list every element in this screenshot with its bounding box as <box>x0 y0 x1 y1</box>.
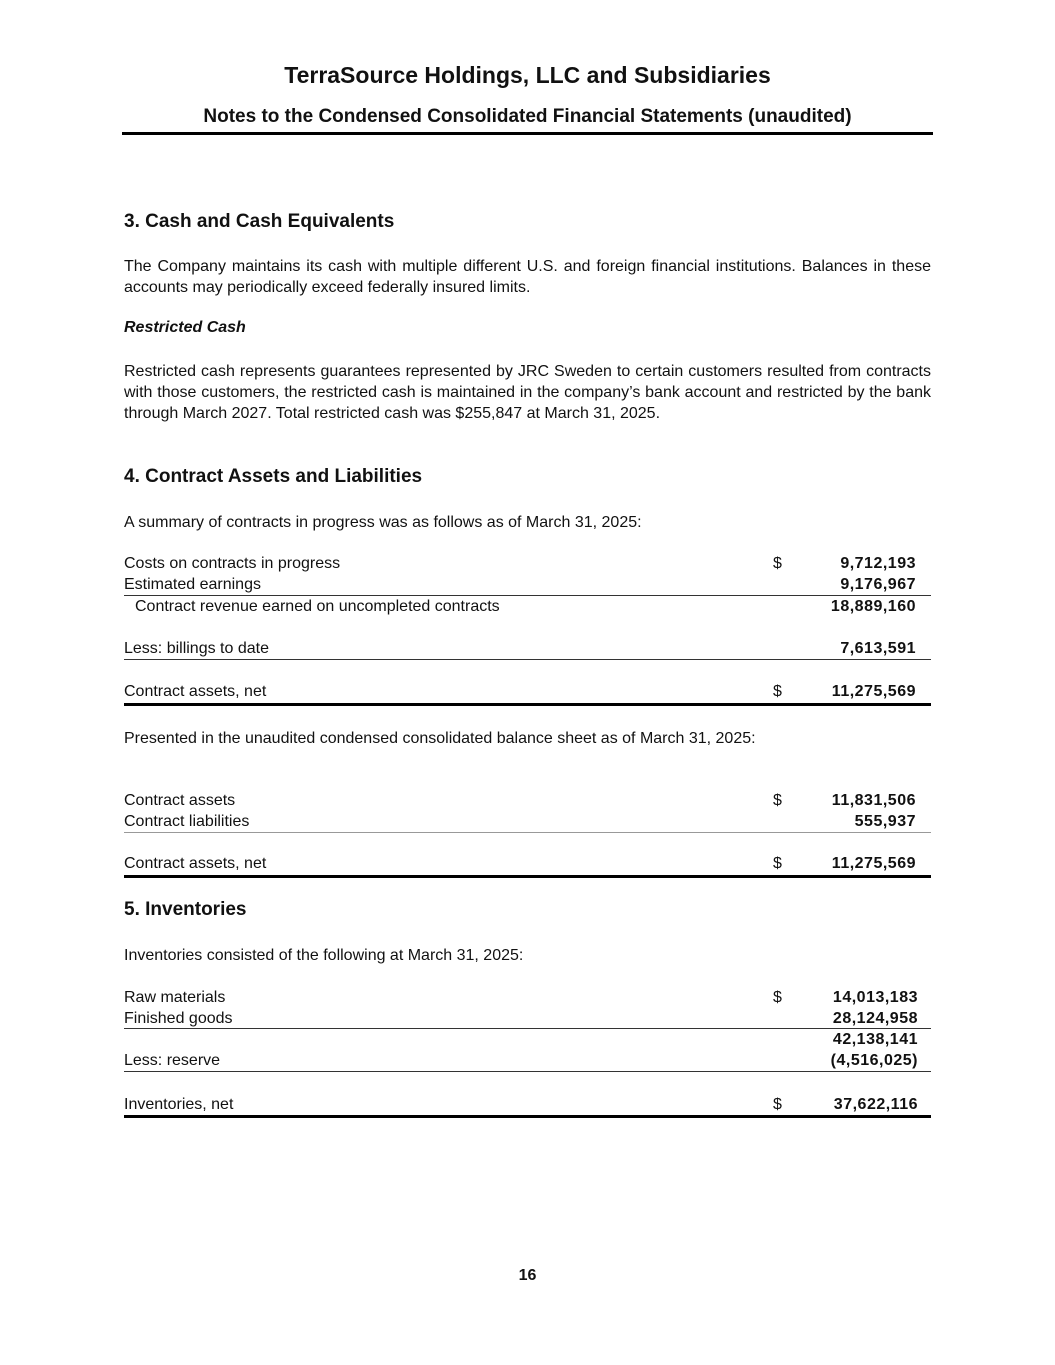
row-value: 9,712,193 <box>840 555 916 572</box>
row-label: Contract assets <box>124 792 236 809</box>
total-rule <box>124 1115 931 1118</box>
restricted-cash-paragraph: Restricted cash represents guarantees represented by JRC Sweden to certain customers resulted from contracts with those customers, the restricted cash is maintained in the company’s bank account and restricted by the bank through March 2027. Total restricted cash was $255,847 at March 31, 2025. <box>124 363 931 422</box>
subtotal-rule <box>124 832 931 833</box>
row-label: Finished goods <box>124 1010 233 1027</box>
table-row <box>124 1094 931 1115</box>
currency-symbol: $ <box>773 1096 782 1113</box>
table-row <box>124 553 931 574</box>
row-value: 42,138,141 <box>832 1031 918 1048</box>
row-value: 14,013,183 <box>832 989 918 1006</box>
row-value: 28,124,958 <box>832 1010 918 1027</box>
table-row <box>124 638 931 659</box>
row-value: 18,889,160 <box>830 598 916 615</box>
row-value: 7,613,591 <box>840 640 916 657</box>
subtotal-rule <box>124 1071 931 1072</box>
row-label: Contract assets, net <box>124 683 267 700</box>
row-value: 37,622,116 <box>833 1096 918 1113</box>
row-label: Less: reserve <box>124 1052 221 1069</box>
row-label: Contract assets, net <box>124 855 267 872</box>
row-value: 555,937 <box>854 813 916 830</box>
section-4-intro: A summary of contracts in progress was as follows as of March 31, 2025: <box>124 514 642 531</box>
table-row <box>124 681 931 702</box>
document-subtitle: Notes to the Condensed Consolidated Financial Statements (unaudited) <box>203 106 852 127</box>
currency-symbol: $ <box>773 683 782 700</box>
table-row <box>124 811 931 832</box>
document-title: TerraSource Holdings, LLC and Subsidiaries <box>284 62 771 88</box>
table-row <box>124 574 931 595</box>
currency-symbol: $ <box>773 555 782 572</box>
row-label: Contract revenue earned on uncompleted contracts <box>135 598 500 615</box>
row-value: 11,275,569 <box>831 855 916 872</box>
row-value: 11,831,506 <box>831 792 916 809</box>
table-row <box>124 790 931 811</box>
section-3-paragraph: The Company maintains its cash with multiple different U.S. and foreign financial institutions. Balances in these accounts may periodically exceed federally insured limits. <box>124 258 931 296</box>
restricted-cash-subheading: Restricted Cash <box>124 319 246 336</box>
row-label: Inventories, net <box>124 1096 234 1113</box>
row-label: Costs on contracts in progress <box>124 555 341 572</box>
total-rule <box>124 703 931 706</box>
row-label: Estimated earnings <box>124 576 261 593</box>
section-5-intro: Inventories consisted of the following at March 31, 2025: <box>124 947 524 964</box>
row-label: Raw materials <box>124 989 226 1006</box>
total-rule <box>124 875 931 878</box>
table-row <box>124 1050 931 1071</box>
page-number: 16 <box>518 1267 537 1284</box>
table-row <box>124 853 931 874</box>
currency-symbol: $ <box>773 855 782 872</box>
section-4-heading: 4. Contract Assets and Liabilities <box>124 466 423 487</box>
section-5-heading: 5. Inventories <box>124 899 247 920</box>
presented-paragraph: Presented in the unaudited condensed consolidated balance sheet as of March 31, 2025: <box>124 730 756 747</box>
currency-symbol: $ <box>773 792 782 809</box>
table-row <box>124 1029 931 1050</box>
subtotal-rule <box>124 659 931 660</box>
row-label: Contract liabilities <box>124 813 250 830</box>
row-value: 9,176,967 <box>840 576 916 593</box>
header-rule <box>122 132 933 135</box>
row-label: Less: billings to date <box>124 640 269 657</box>
currency-symbol: $ <box>773 989 782 1006</box>
row-value: (4,516,025) <box>830 1052 918 1069</box>
row-value: 11,275,569 <box>831 683 916 700</box>
table-row <box>124 1008 931 1029</box>
section-3-heading: 3. Cash and Cash Equivalents <box>124 211 395 232</box>
table-row <box>124 987 931 1008</box>
table-row <box>124 596 931 617</box>
